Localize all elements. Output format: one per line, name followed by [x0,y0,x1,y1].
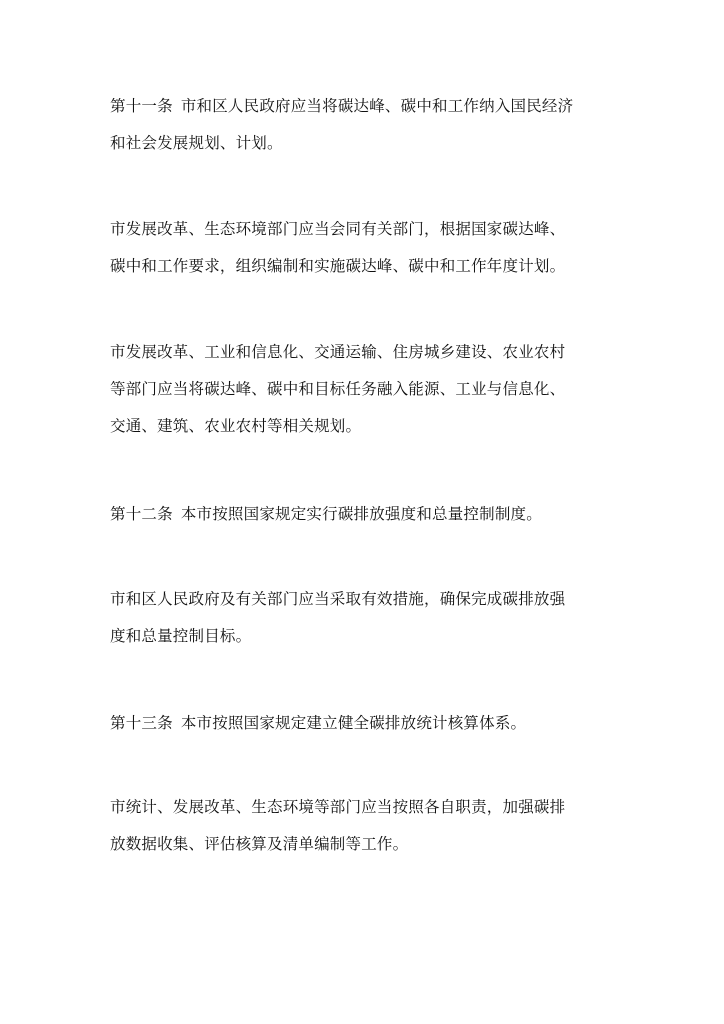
paragraph-line: 和社会发展规划、计划。 [110,134,283,152]
paragraph [110,334,620,445]
article-number: 第十一条 [110,97,173,115]
paragraph-article-13 [110,705,620,742]
article-number: 第十二条 [110,505,173,523]
paragraph-line: 市和区人民政府及有关部门应当采取有效措施，确保完成碳排放强 [110,590,566,608]
paragraph-line: 市统计、发展改革、生态环境等部门应当按照各自职责，加强碳排 [110,798,566,816]
paragraph [110,789,620,863]
paragraph-line: 市发展改革、生态环境部门应当会同有关部门，根据国家碳达峰、 [110,220,566,238]
article-number: 第十三条 [110,714,173,732]
paragraph-line: 第十二条 本市按照国家规定实行碳排放强度和总量控制制度。 [110,505,542,523]
paragraph-line: 等部门应当将碳达峰、碳中和目标任务融入能源、工业与信息化、 [110,380,566,398]
paragraph [110,211,620,285]
paragraph-article-11 [110,88,620,162]
paragraph-line: 放数据收集、评估核算及清单编制等工作。 [110,835,409,853]
paragraph-line: 交通、建筑、农业农村等相关规划。 [110,417,362,435]
paragraph-line: 碳中和工作要求，组织编制和实施碳达峰、碳中和工作年度计划。 [110,257,566,275]
paragraph-line: 第十一条 市和区人民政府应当将碳达峰、碳中和工作纳入国民经济 [110,97,574,115]
paragraph-line: 度和总量控制目标。 [110,627,252,645]
paragraph-article-12 [110,496,620,533]
paragraph-line: 市发展改革、工业和信息化、交通运输、住房城乡建设、农业农村 [110,343,566,361]
paragraph-line: 第十三条 本市按照国家规定建立健全碳排放统计核算体系。 [110,714,527,732]
paragraph [110,581,620,655]
